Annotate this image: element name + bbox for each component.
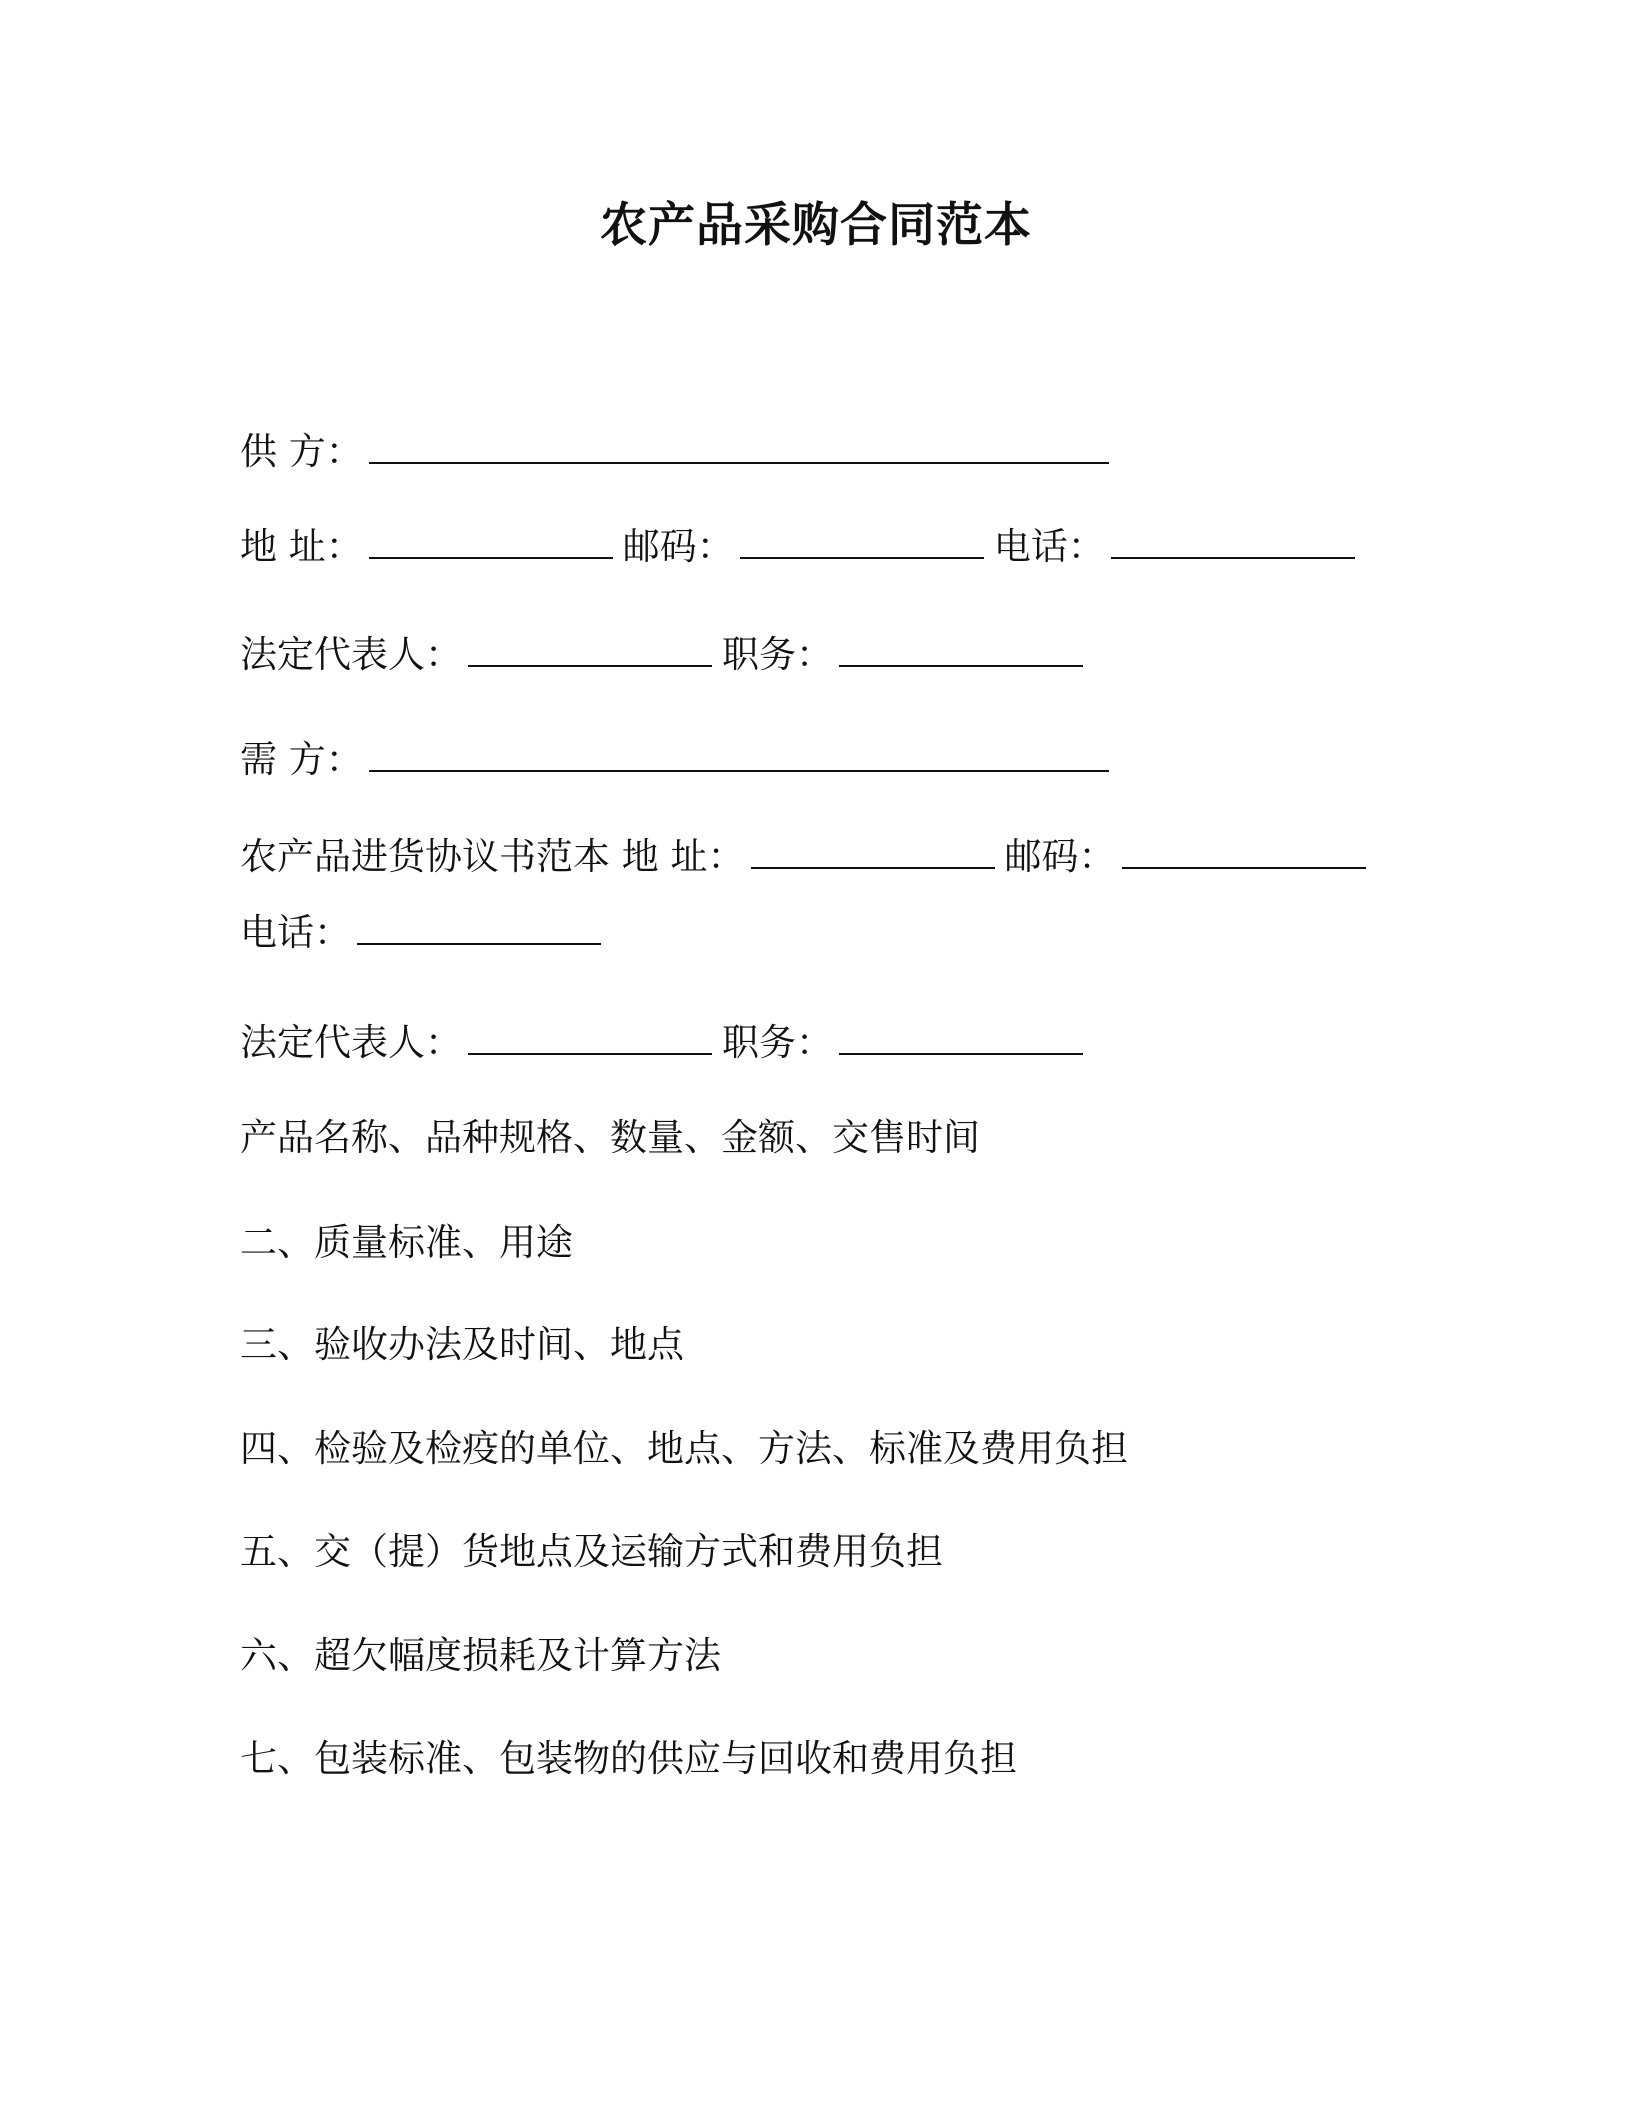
supplier-legal-rep-blank <box>468 664 712 667</box>
supplier-phone-label: 电话： <box>993 525 1105 568</box>
buyer-postcode-blank <box>1122 866 1366 869</box>
supplier-address-line <box>240 523 1365 571</box>
supplier-position-blank <box>839 664 1083 667</box>
buyer-address-line <box>240 833 1376 881</box>
supplier-name-label: 供 方： <box>240 430 363 473</box>
supplier-address-label: 地 址： <box>240 525 363 568</box>
buyer-legal-rep-label: 法定代表人： <box>240 1021 462 1064</box>
clause-item: 四、检验及检疫的单位、地点、方法、标准及费用负担 <box>240 1427 1128 1470</box>
supplier-legal-rep-label: 法定代表人： <box>240 633 462 676</box>
supplier-legal-rep-line <box>240 631 1093 679</box>
supplier-postcode-label: 邮码： <box>622 525 734 568</box>
supplier-phone-blank <box>1111 556 1355 559</box>
clause-item: 三、验收办法及时间、地点 <box>240 1323 684 1366</box>
clause-item: 六、超欠幅度损耗及计算方法 <box>240 1634 721 1677</box>
buyer-phone-line <box>240 909 611 957</box>
buyer-legal-rep-line <box>240 1019 1093 1067</box>
buyer-phone-label: 电话： <box>240 911 351 954</box>
buyer-name-label: 需 方： <box>240 738 363 781</box>
clause-item: 二、质量标准、用途 <box>240 1221 573 1264</box>
document-title: 农产品采购合同范本 <box>600 198 1032 253</box>
clause-item: 产品名称、品种规格、数量、金额、交售时间 <box>240 1116 980 1159</box>
supplier-name-line <box>240 428 1119 476</box>
clause-item: 五、交（提）货地点及运输方式和费用负担 <box>240 1530 943 1573</box>
supplier-name-blank <box>369 461 1109 464</box>
buyer-phone-blank <box>357 942 601 945</box>
buyer-name-line <box>240 736 1119 784</box>
supplier-postcode-blank <box>740 556 984 559</box>
supplier-position-label: 职务： <box>722 633 833 676</box>
buyer-address-blank <box>751 866 995 869</box>
buyer-position-label: 职务： <box>722 1021 833 1064</box>
buyer-position-blank <box>839 1052 1083 1055</box>
supplier-address-blank <box>369 556 613 559</box>
buyer-postcode-label: 邮码： <box>1004 835 1116 878</box>
buyer-address-label: 农产品进货协议书范本 地 址： <box>240 835 745 878</box>
buyer-legal-rep-blank <box>468 1052 712 1055</box>
clause-item: 七、包装标准、包装物的供应与回收和费用负担 <box>240 1737 1017 1780</box>
buyer-name-blank <box>369 769 1109 772</box>
